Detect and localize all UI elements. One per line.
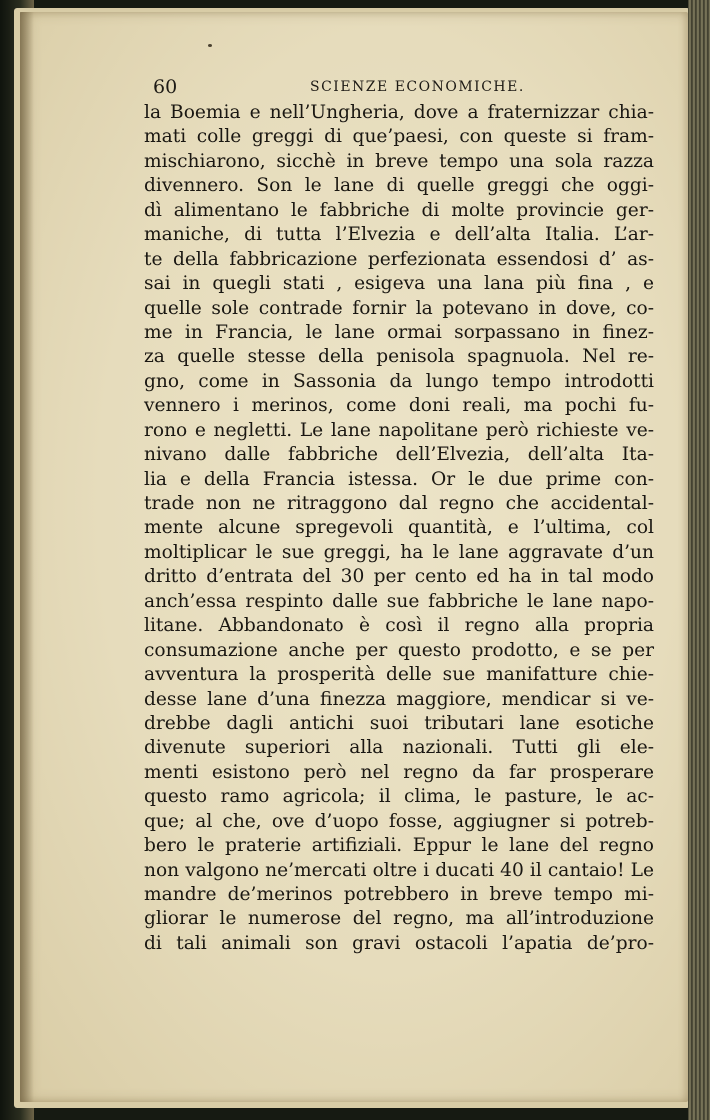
page-edges: [688, 0, 710, 1120]
text-line: dì alimentano le fabbriche di molte provincie ger-: [144, 199, 654, 221]
ink-speck: [208, 44, 212, 47]
text-line: te della fabbricazione perfezionata essendosi d’ as-: [144, 248, 654, 270]
text-line: vennero i merinos, come doni reali, ma pochi fu-: [144, 395, 654, 417]
text-line: avventura la prosperità delle sue manifatture chie-: [144, 664, 654, 686]
text-line: za quelle stesse della penisola spagnuola. Nel re-: [144, 346, 654, 368]
spine-shadow: [20, 12, 34, 1102]
text-line: trade non ne ritraggono dal regno che accidental-: [144, 493, 654, 514]
text-line: questo ramo agricola; il clima, le pasture, le ac-: [144, 786, 654, 808]
text-line: gno, come in Sassonia da lungo tempo introdotti: [144, 370, 654, 392]
text-line: mischiarono, sicchè in breve tempo una sola razza: [144, 150, 654, 172]
text-line: di tali animali son gravi ostacoli l’apatia de’pro-: [144, 932, 654, 954]
text-line: mandre de’merinos potrebbero in breve tempo mi-: [144, 884, 654, 905]
running-head: SCIENZE ECONOMICHE.: [310, 79, 525, 95]
text-line: bero le praterie artifiziali. Eppur le lane del regno: [144, 835, 654, 857]
body-text: [144, 101, 654, 956]
text-line: la Boemia e nell’Ungheria, dove a fraternizzar chia-: [144, 102, 654, 123]
text-line: lia e della Francia istessa. Or le due prime con-: [144, 468, 654, 490]
text-line: desse lane d’una finezza maggiore, mendicar si ve-: [144, 688, 654, 710]
text-line: dritto d’entrata del 30 per cento ed ha in tal modo: [144, 566, 654, 588]
text-line: mente alcune spregevoli quantità, e l’ultima, col: [144, 517, 654, 539]
text-line: quelle sole contrade fornir la potevano in dove, co-: [144, 297, 654, 319]
text-line: consumazione anche per questo prodotto, e se per: [144, 639, 654, 661]
text-line: litane. Abbandonato è così il regno alla propria: [144, 615, 654, 637]
text-line: que; al che, ove d’uopo fosse, aggiugner si potreb-: [144, 810, 654, 832]
text-line: maniche, di tutta l’Elvezia e dell’alta Italia. L’ar-: [144, 224, 654, 246]
text-line: me in Francia, le lane ormai sorpassano in finez-: [144, 321, 654, 343]
text-line: nivano dalle fabbriche dell’Elvezia, dell’alta Ita-: [144, 444, 654, 466]
text-line: gliorar le numerose del regno, ma all’introduzione: [144, 908, 654, 930]
text-line: divenute superiori alla nazionali. Tutti gli ele-: [144, 737, 654, 759]
page-number: 60: [153, 76, 178, 98]
text-line: moltiplicar le sue greggi, ha le lane aggravate d’un: [144, 541, 654, 563]
text-line: anch’essa respinto dalle sue fabbriche le lane napo-: [144, 590, 654, 612]
text-line: rono e negletti. Le lane napolitane però richieste ve-: [144, 419, 654, 441]
text-line: sai in quegli stati , esigeva una lana più fina , e: [144, 273, 654, 295]
text-line: drebbe dagli antichi suoi tributari lane esotiche: [144, 712, 654, 734]
text-line: non valgono ne’mercati oltre i ducati 40 il cantaio! Le: [144, 859, 654, 881]
text-line: menti esistono però nel regno da far prosperare: [144, 761, 654, 783]
text-line: divennero. Son le lane di quelle greggi che oggi-: [144, 175, 654, 197]
text-line: mati colle greggi di que’paesi, con queste si fram-: [144, 126, 654, 148]
